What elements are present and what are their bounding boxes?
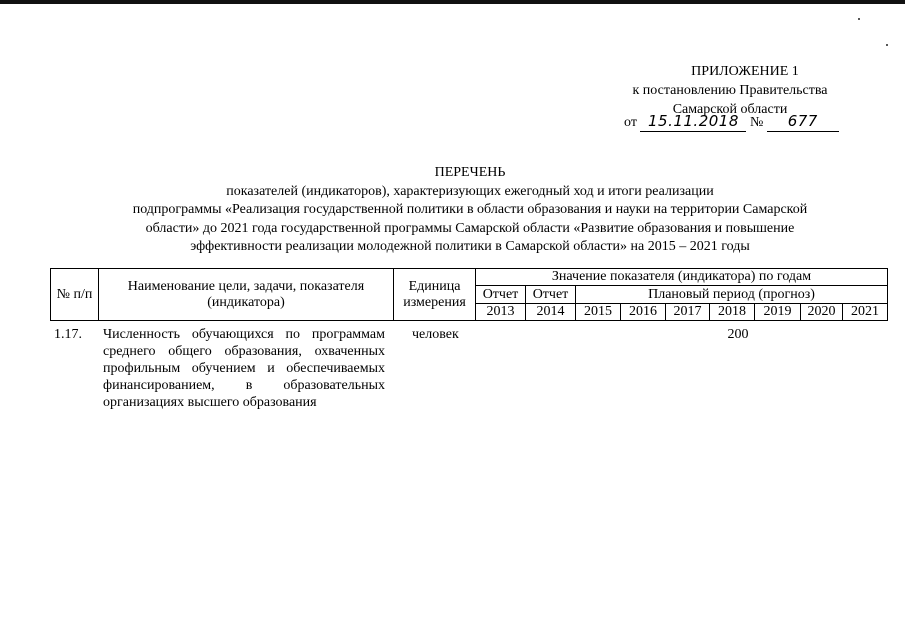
scan-speck bbox=[886, 44, 888, 46]
header-report: Отчет bbox=[526, 286, 576, 304]
header-values: Значение показателя (индикатора) по годам bbox=[476, 269, 888, 286]
number-prefix: № bbox=[749, 115, 764, 130]
row-number: 1.17. bbox=[54, 327, 82, 342]
appendix-line: Самарской области bbox=[672, 102, 788, 117]
heading-line: показателей (индикаторов), характеризующих ежегодный ход и итоги реализации bbox=[226, 183, 714, 199]
header-number: № п/п bbox=[51, 269, 99, 321]
header-year: 2019 bbox=[755, 304, 801, 321]
header-unit: Единица измерения bbox=[394, 269, 476, 321]
header-plan: Плановый период (прогноз) bbox=[576, 286, 888, 304]
scan-border bbox=[0, 0, 905, 4]
indicators-table-header bbox=[50, 268, 888, 321]
document-title: ПЕРЕЧЕНЬ bbox=[434, 165, 506, 180]
heading-line: эффективности реализации молодежной политики в Самарской области» на 2015 – 2021 годы bbox=[190, 239, 750, 254]
header-year: 2020 bbox=[801, 304, 843, 321]
handwritten-number: 677 bbox=[767, 112, 839, 132]
header-name: Наименование цели, задачи, показателя (индикатора) bbox=[99, 269, 394, 321]
header-year: 2021 bbox=[843, 304, 888, 321]
header-year: 2017 bbox=[666, 304, 710, 321]
date-prefix: от bbox=[624, 115, 637, 130]
scan-speck bbox=[858, 18, 860, 20]
resolution-date-number bbox=[624, 112, 839, 132]
row-indicator-name: Численность обучающихся по программам среднего общего образования, охваченных профильным обучением и обеспечиваемых финансированием, в образовательных организациях высшего образования bbox=[103, 327, 385, 410]
appendix-block bbox=[600, 62, 860, 119]
row-unit: человек bbox=[412, 327, 459, 342]
header-year: 2018 bbox=[710, 304, 755, 321]
heading-line: области» до 2021 года государственной программы Самарской области «Развитие образования и повышение bbox=[145, 220, 795, 236]
appendix-title: ПРИЛОЖЕНИЕ 1 bbox=[691, 64, 799, 79]
header-report: Отчет bbox=[476, 286, 526, 304]
header-year: 2013 bbox=[476, 304, 526, 321]
document-heading bbox=[60, 164, 880, 257]
header-year: 2016 bbox=[621, 304, 666, 321]
handwritten-date: 15.11.2018 bbox=[640, 112, 746, 132]
appendix-line: к постановлению Правительства bbox=[632, 83, 828, 98]
header-year: 2014 bbox=[526, 304, 576, 321]
header-year: 2015 bbox=[576, 304, 621, 321]
heading-line: подпрограммы «Реализация государственной политики в области образования и науки на территории Самарской bbox=[132, 202, 808, 217]
row-value: 200 bbox=[727, 327, 749, 342]
